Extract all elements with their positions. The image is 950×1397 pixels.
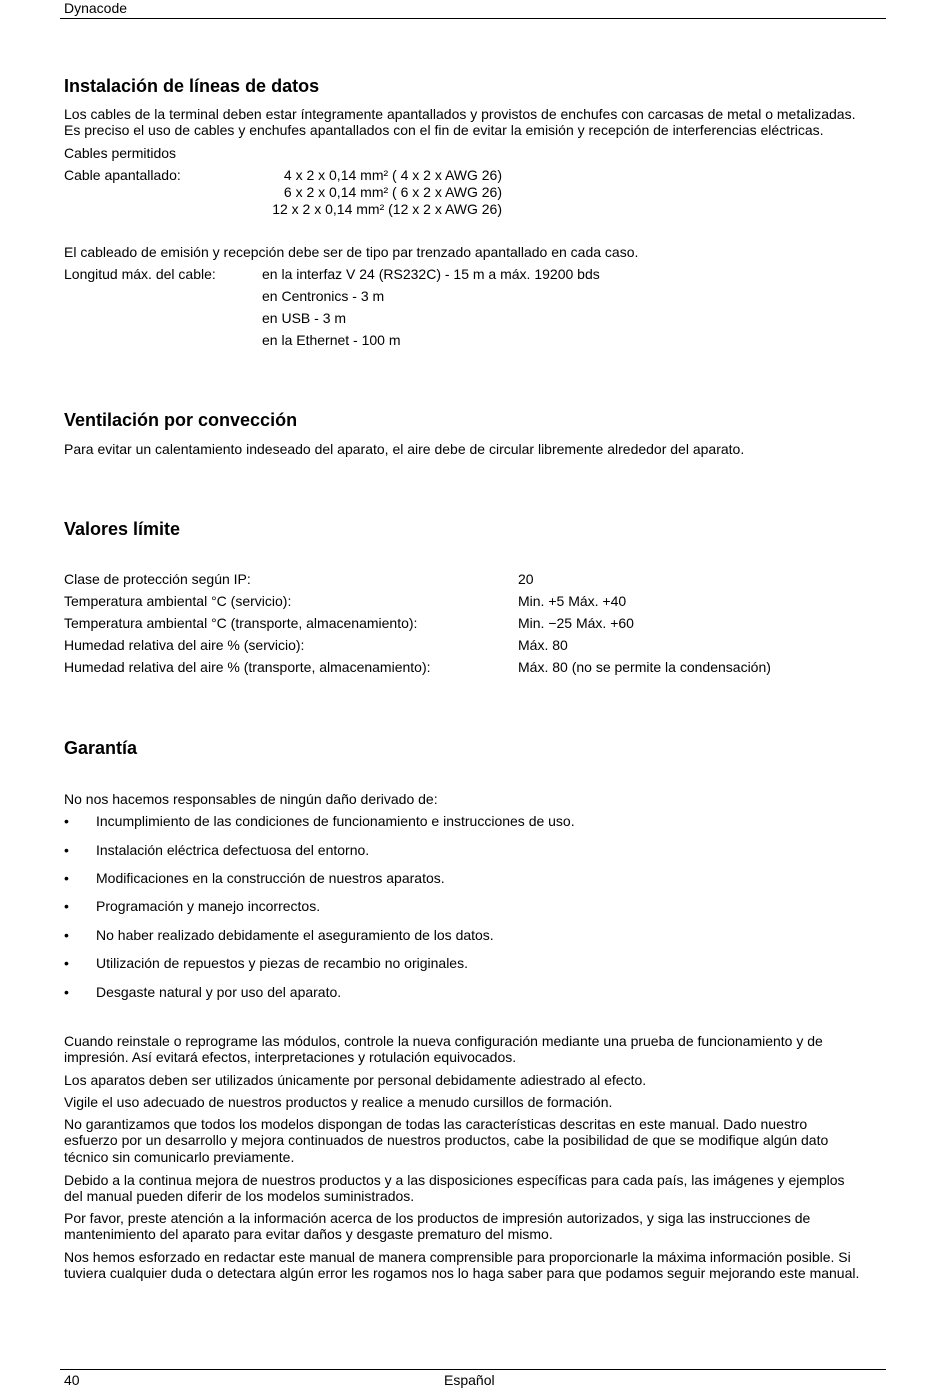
paragraph: Por favor, preste atención a la información acerca de los productos de impresión autorizados, y siga las instrucciones de [64,1210,811,1226]
bullet-icon: • [64,984,69,1000]
longitud-item: en la interfaz V 24 (RS232C) - 15 m a máx. 19200 bds [262,266,600,282]
limit-label: Humedad relativa del aire % (transporte, almacenamiento): [64,659,431,675]
longitud-label: Longitud máx. del cable: [64,266,216,282]
bullet-icon: • [64,842,69,858]
longitud-item: en la Ethernet - 100 m [262,332,401,348]
paragraph: tuviera cualquier duda o detectara algún error les rogamos nos lo haga saber para que podamos seguir mejorando este manual. [64,1265,860,1281]
footer-language: Español [444,1372,495,1388]
list-item: No haber realizado debidamente el aseguramiento de los datos. [96,927,494,943]
header-rule [60,18,886,19]
paragraph: Debido a la continua mejora de nuestros productos y a las disposiciones específicas para cada país, las imágenes y ejemplos [64,1172,845,1188]
footer-rule [60,1369,886,1370]
warranty-intro: No nos hacemos responsables de ningún daño derivado de: [64,791,438,807]
limit-value: Min. −25 Máx. +60 [518,615,634,631]
section-heading-data-lines: Instalación de líneas de datos [64,76,320,96]
list-item: Utilización de repuestos y piezas de recambio no originales. [96,955,468,971]
paragraph: Los aparatos deben ser utilizados únicamente por personal debidamente adiestrado al efecto. [64,1072,647,1088]
limit-label: Temperatura ambiental °C (transporte, almacenamiento): [64,615,418,631]
section-heading-warranty: Garantía [64,738,138,758]
cable-spec: 12 x 2 x 0,14 mm² (12 x 2 x AWG 26) [272,201,502,217]
bullet-icon: • [64,870,69,886]
cable-label: Cable apantallado: [64,167,181,183]
list-item: Programación y manejo incorrectos. [96,898,321,914]
list-item: Instalación eléctrica defectuosa del entorno. [96,842,370,858]
limit-value: 20 [518,571,534,587]
list-item: Modificaciones en la construcción de nuestros aparatos. [96,870,445,886]
longitud-item: en Centronics - 3 m [262,288,385,304]
paragraph: mantenimiento del aparato para evitar daños y desgaste prematuro del mismo. [64,1226,553,1242]
list-item: Desgaste natural y por uso del aparato. [96,984,342,1000]
limit-value: Min. +5 Máx. +40 [518,593,627,609]
bullet-icon: • [64,955,69,971]
longitud-item: en USB - 3 m [262,310,347,326]
page-number: 40 [64,1372,80,1388]
paragraph: Nos hemos esforzado en redactar este manual de manera comprensible para proporcionarle la máxima información posible. Si [64,1249,851,1265]
limit-label: Temperatura ambiental °C (servicio): [64,593,292,609]
paragraph: Vigile el uso adecuado de nuestros productos y realice a menudo cursillos de formación. [64,1094,613,1110]
paragraph: del manual pueden diferir de los modelos suministrados. [64,1188,415,1204]
section-heading-limits: Valores límite [64,519,181,539]
section-heading-ventilation: Ventilación por convección [64,410,298,430]
limit-value: Máx. 80 [518,637,568,653]
limit-label: Clase de protección según IP: [64,571,251,587]
running-header: Dynacode [64,0,128,16]
limit-value: Máx. 80 (no se permite la condensación) [518,659,771,675]
paragraph: esfuerzo por un desarrollo y mejora continuados de nuestros productos, cabe la posibilidad de que se modifique algún dato [64,1132,829,1148]
paragraph: técnico sin comunicarlo previamente. [64,1149,295,1165]
paragraph: Para evitar un calentamiento indeseado del aparato, el aire debe de circular libremente alrededor del aparato. [64,441,745,457]
paragraph: impresión. Así evitará efectos, interpretaciones y rotulación equivocados. [64,1049,517,1065]
bullet-icon: • [64,813,69,829]
bullet-icon: • [64,927,69,943]
limit-label: Humedad relativa del aire % (servicio): [64,637,305,653]
bullet-icon: • [64,898,69,914]
list-item: Incumplimiento de las condiciones de funcionamiento e instrucciones de uso. [96,813,575,829]
cable-spec: 4 x 2 x 0,14 mm² ( 4 x 2 x AWG 26) [283,167,502,183]
cableado-note: El cableado de emisión y recepción debe ser de tipo par trenzado apantallado en cada caso. [64,244,639,260]
paragraph: No garantizamos que todos los modelos dispongan de todas las características descritas en este manual. Dado nuestro [64,1116,808,1132]
cable-spec: 6 x 2 x 0,14 mm² ( 6 x 2 x AWG 26) [283,184,502,200]
cables-permitidos-label: Cables permitidos [64,145,177,161]
paragraph: Los cables de la terminal deben estar íntegramente apantallados y provistos de enchufes con carcasas de metal o metalizadas. [64,106,856,122]
paragraph: Es preciso el uso de cables y enchufes apantallados con el fin de evitar la emisión y recepción de interferencias eléctricas. [64,122,824,138]
paragraph: Cuando reinstale o reprograme las módulos, controle la nueva configuración mediante una prueba de funcionamiento y de [64,1033,823,1049]
